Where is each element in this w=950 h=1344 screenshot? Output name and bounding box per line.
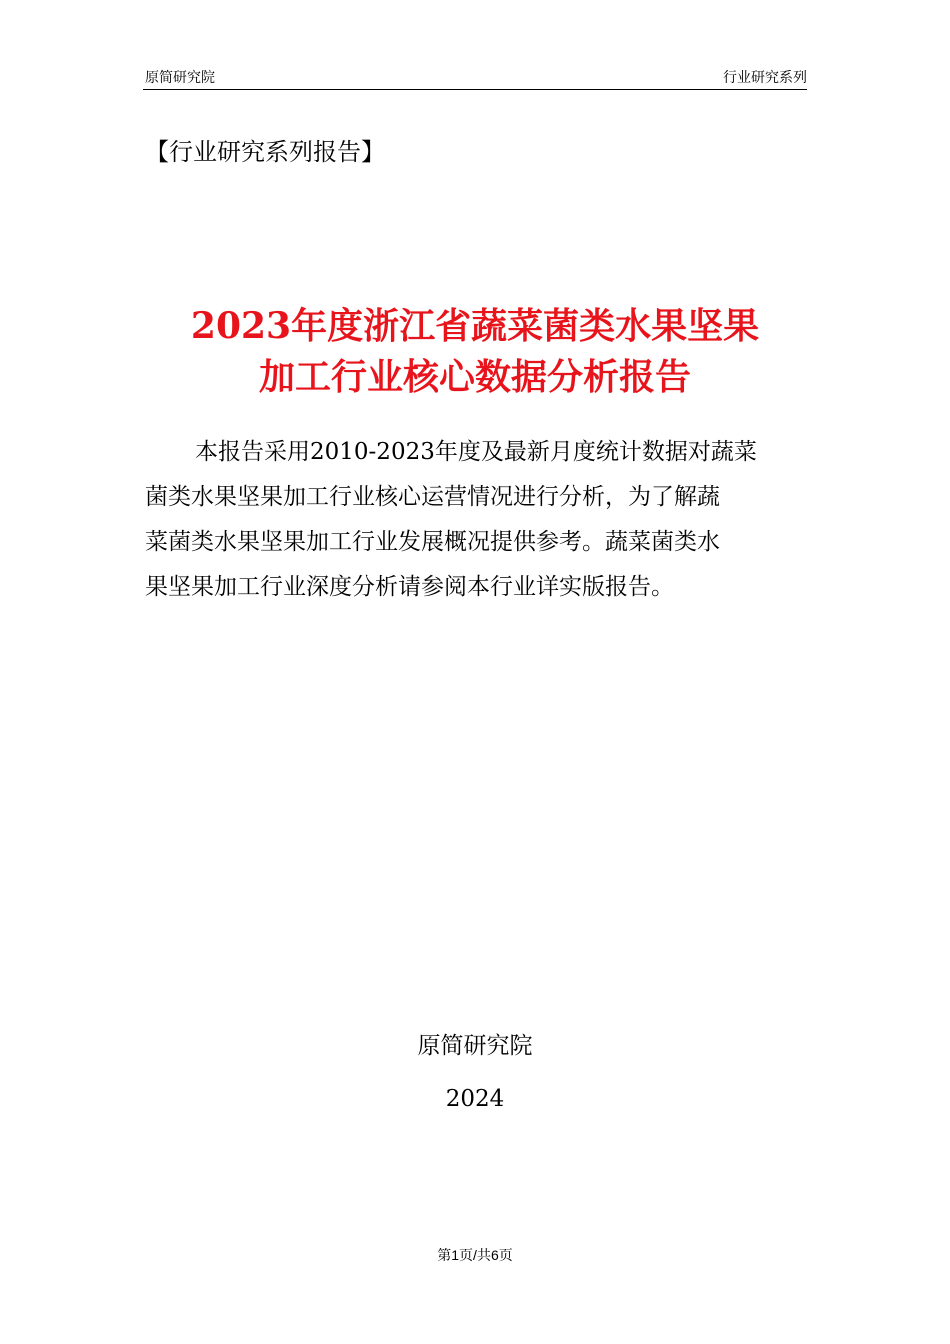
page-indicator: 第1页/共6页 (437, 1247, 513, 1263)
intro-line: 菌类水果坚果加工行业核心运营情况进行分析，为了解蔬 (145, 484, 720, 510)
intro-paragraph (145, 430, 805, 610)
header-left-org: 原简研究院 (145, 69, 215, 85)
intro-line: 本报告采用2010-2023年度及最新月度统计数据对蔬菜 (195, 439, 757, 465)
series-label: 【行业研究系列报告】 (145, 138, 385, 166)
header-right-series: 行业研究系列 (723, 69, 807, 85)
publication-year: 2024 (445, 1086, 505, 1112)
intro-line: 菜菌类水果坚果加工行业发展概况提供参考。蔬菜菌类水 (145, 529, 720, 555)
report-title-line-1: 2023年度浙江省蔬菜菌类水果坚果 (190, 305, 760, 347)
report-title-line-2: 加工行业核心数据分析报告 (258, 356, 691, 398)
header-divider (143, 89, 807, 90)
intro-line: 果坚果加工行业深度分析请参阅本行业详实版报告。 (145, 574, 674, 600)
publisher-name: 原简研究院 (417, 1033, 533, 1059)
